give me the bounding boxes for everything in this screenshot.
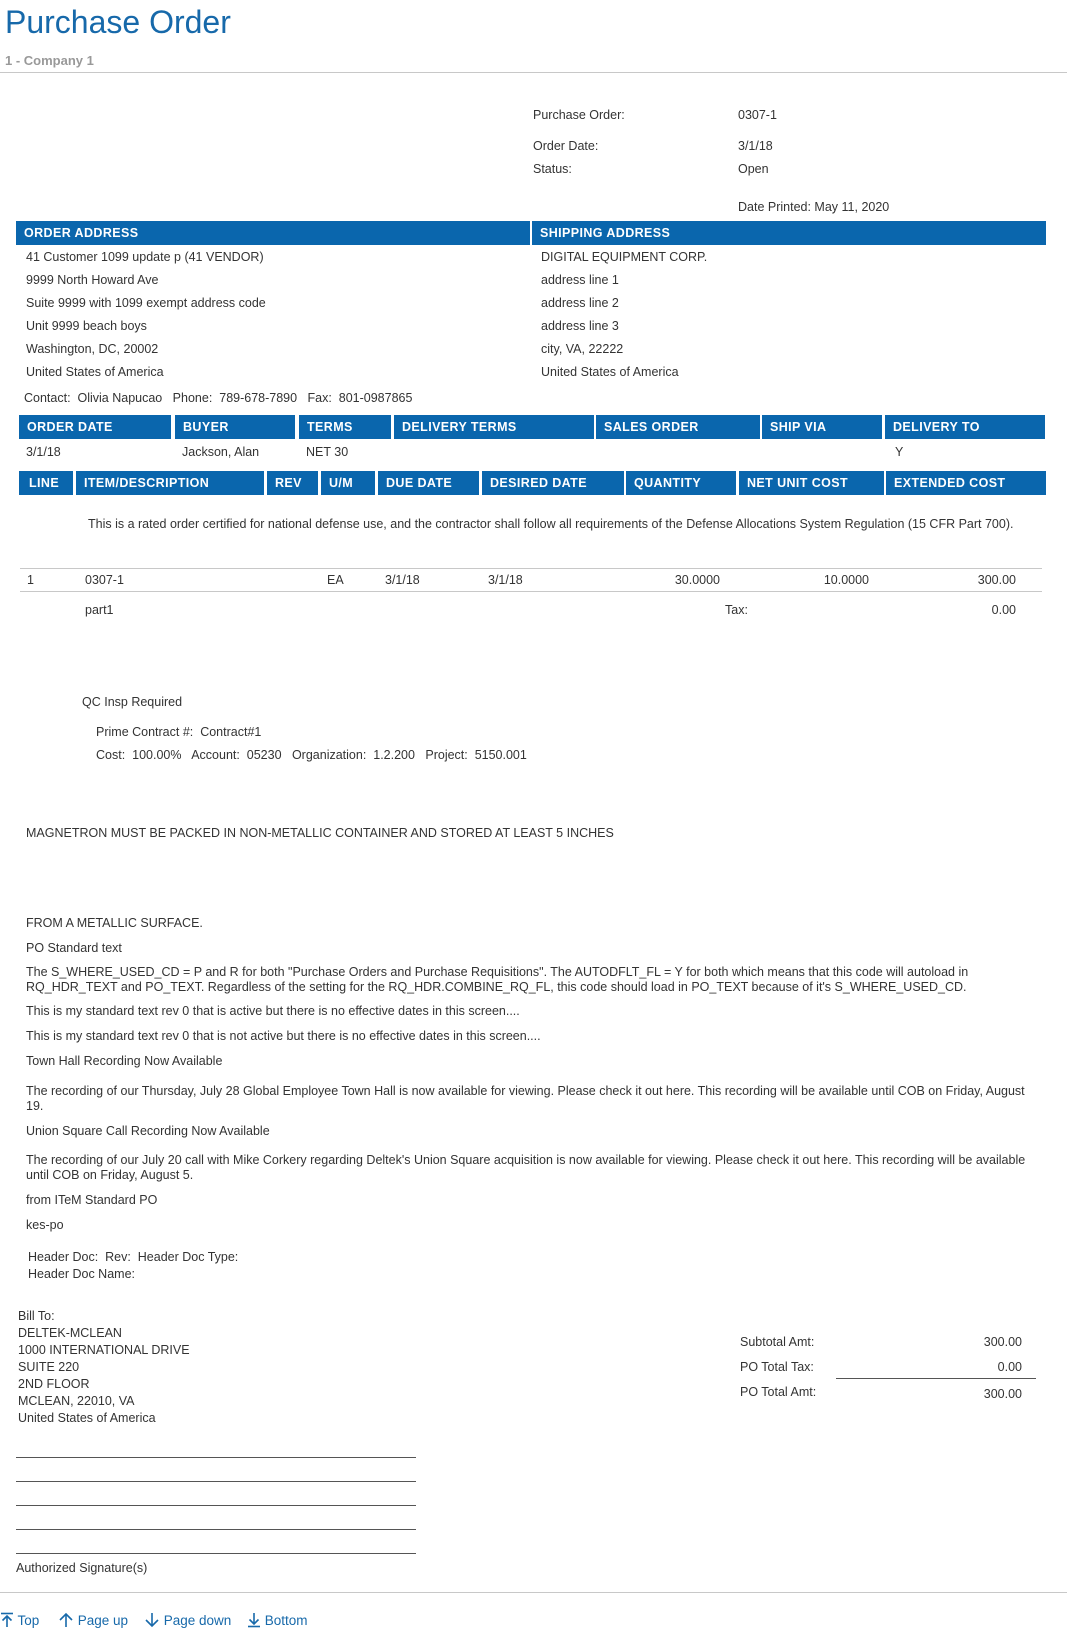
note-line: FROM A METALLIC SURFACE. (26, 916, 203, 930)
delivery-to-cell: Y (895, 445, 904, 459)
row-top-rule (20, 568, 1042, 569)
col-header-order-date: ORDER DATE (19, 415, 171, 439)
note-line: Union Square Call Recording Now Available (26, 1124, 270, 1138)
shipping-address-line: address line 2 (541, 296, 619, 310)
shipping-address-line: United States of America (541, 365, 679, 379)
bill-to-label: Bill To: (18, 1309, 55, 1323)
nav-page-up-link[interactable] (58, 1612, 128, 1628)
note-paragraph: The recording of our July 20 call with Mike Corkery regarding Deltek's Union Square acquisition is now available for viewing. Please check it out here. This recording will be available until COB on Friday, August 5. (26, 1153, 1026, 1182)
nav-page-down-label: Page down (163, 1613, 232, 1628)
nav-top-link[interactable] (0, 1612, 39, 1628)
po-total-amt-label: PO Total Amt: (740, 1385, 817, 1399)
quantity-cell: 30.0000 (674, 573, 720, 587)
po-total-tax-value: 0.00 (997, 1360, 1022, 1374)
nav-page-down-link[interactable] (144, 1612, 231, 1628)
col-header-quantity: QUANTITY (626, 471, 736, 495)
tax-value: 0.00 (991, 603, 1016, 617)
prime-contract: Prime Contract #: Contract#1 (96, 725, 262, 739)
contact-line: Contact: Olivia Napucao Phone: 789-678-7890 Fax: 801-0987865 (24, 391, 413, 405)
title-divider (0, 72, 1067, 73)
po-total-amt-value: 300.00 (983, 1387, 1022, 1401)
arrow-to-bottom-icon (247, 1613, 261, 1628)
order-address-line: 41 Customer 1099 update p (41 VENDOR) (26, 250, 264, 264)
header-doc-line: Header Doc: Rev: Header Doc Type: (28, 1250, 239, 1264)
signature-line (16, 1505, 416, 1506)
rated-order-note: This is a rated order certified for national defense use, and the contractor shall follow all requirements of the Defense Allocations System Regulation (15 CFR Part 700). (88, 517, 1014, 531)
arrow-up-icon (58, 1613, 74, 1628)
company-name: 1 - Company 1 (5, 53, 94, 68)
bill-to-line: 1000 INTERNATIONAL DRIVE (18, 1343, 190, 1357)
line-number-cell: 1 (27, 573, 34, 587)
nav-bottom-link[interactable] (247, 1612, 308, 1628)
note-line: This is my standard text rev 0 that is active but there is no effective dates in this screen.... (26, 1004, 520, 1018)
item-cell: 0307-1 (85, 573, 124, 587)
shipping-address-line: city, VA, 22222 (541, 342, 624, 356)
note-line: kes-po (26, 1218, 64, 1232)
shipping-address-line: address line 3 (541, 319, 619, 333)
order-date-label: Order Date: (533, 139, 599, 153)
note-paragraph: The recording of our Thursday, July 28 Global Employee Town Hall is now available for viewing. Please check it out here. This recording will be available until COB on Friday, August 19. (26, 1084, 1025, 1113)
item-description: part1 (85, 603, 114, 617)
due-date-cell: 3/1/18 (385, 573, 420, 587)
row-bottom-rule (20, 591, 1042, 592)
buyer-cell: Jackson, Alan (182, 445, 260, 459)
order-address-header: ORDER ADDRESS (16, 221, 530, 245)
tax-label: Tax: (725, 603, 748, 617)
date-printed: Date Printed: May 11, 2020 (738, 200, 890, 214)
col-header-net-unit-cost: NET UNIT COST (739, 471, 884, 495)
arrow-to-top-icon (0, 1613, 14, 1628)
order-date-value: 3/1/18 (738, 139, 773, 153)
nav-bottom-label: Bottom (264, 1613, 308, 1628)
desired-date-cell: 3/1/18 (488, 573, 523, 587)
col-header-ship-via: SHIP VIA (762, 415, 882, 439)
note-line: from ITeM Standard PO (26, 1193, 158, 1207)
signature-line (16, 1529, 416, 1530)
note-line: MAGNETRON MUST BE PACKED IN NON-METALLIC CONTAINER AND STORED AT LEAST 5 INCHES (26, 826, 614, 840)
shipping-address-line: DIGITAL EQUIPMENT CORP. (541, 250, 708, 264)
note-line: PO Standard text (26, 941, 122, 955)
col-header-rev: REV (267, 471, 318, 495)
qc-required: QC Insp Required (82, 695, 183, 709)
note-line: This is my standard text rev 0 that is not active but there is no effective dates in this screen.... (26, 1029, 541, 1043)
bill-to-line: MCLEAN, 22010, VA (18, 1394, 135, 1408)
um-cell: EA (327, 573, 344, 587)
extended-cost-cell: 300.00 (977, 573, 1016, 587)
bill-to-line: SUITE 220 (18, 1360, 80, 1374)
arrow-down-icon (144, 1613, 160, 1628)
status-label: Status: (533, 162, 572, 176)
nav-top-label: Top (17, 1613, 40, 1628)
col-header-delivery-to: DELIVERY TO (885, 415, 1045, 439)
terms-cell: NET 30 (306, 445, 349, 459)
signature-line (16, 1457, 416, 1458)
authorized-signature-label: Authorized Signature(s) (16, 1561, 148, 1575)
col-header-extended-cost: EXTENDED COST (886, 471, 1046, 495)
order-address-line: United States of America (26, 365, 164, 379)
bill-to-line: DELTEK-MCLEAN (18, 1326, 122, 1340)
page-title: Purchase Order (5, 4, 231, 40)
bill-to-line: 2ND FLOOR (18, 1377, 90, 1391)
subtotal-label: Subtotal Amt: (740, 1335, 815, 1349)
net-unit-cost-cell: 10.0000 (823, 573, 869, 587)
col-header-um: U/M (321, 471, 375, 495)
shipping-address-header: SHIPPING ADDRESS (532, 221, 1046, 245)
col-header-desired-date: DESIRED DATE (482, 471, 624, 495)
col-header-terms: TERMS (299, 415, 391, 439)
shipping-address-line: address line 1 (541, 273, 619, 287)
subtotal-value: 300.00 (983, 1335, 1022, 1349)
note-line: Town Hall Recording Now Available (26, 1054, 223, 1068)
order-address-line: Suite 9999 with 1099 exempt address code (26, 296, 266, 310)
footer-divider (0, 1592, 1067, 1593)
col-header-delivery-terms: DELIVERY TERMS (394, 415, 594, 439)
col-header-due-date: DUE DATE (378, 471, 479, 495)
order-date-cell: 3/1/18 (26, 445, 61, 459)
po-total-tax-label: PO Total Tax: (740, 1360, 814, 1374)
order-address-line: Washington, DC, 20002 (26, 342, 159, 356)
totals-divider (836, 1378, 1036, 1379)
bill-to-line: United States of America (18, 1411, 156, 1425)
note-paragraph: The S_WHERE_USED_CD = P and R for both "Purchase Orders and Purchase Requisitions". The AUTODFLT_FL = Y for both which means that this code will autoload in RQ_HDR_TEXT and PO_TEXT. Regardless of the setting for the RQ_HDR.COMBINE_RQ_FL, this code should load in PO_TEXT because of it's S_WHERE_USED_CD. (26, 965, 969, 994)
status-value: Open (738, 162, 769, 176)
signature-line (16, 1553, 416, 1554)
po-number-label: Purchase Order: (533, 108, 625, 122)
header-doc-name: Header Doc Name: (28, 1267, 135, 1281)
order-address-line: 9999 North Howard Ave (26, 273, 159, 287)
cost-accounting-line: Cost: 100.00% Account: 05230 Organization: 1.2.200 Project: 5150.001 (96, 748, 527, 762)
col-header-item: ITEM/DESCRIPTION (76, 471, 264, 495)
signature-line (16, 1481, 416, 1482)
po-number-value: 0307-1 (738, 108, 777, 122)
col-header-line: LINE (19, 471, 73, 495)
col-header-sales-order: SALES ORDER (596, 415, 760, 439)
nav-page-up-label: Page up (77, 1613, 129, 1628)
col-header-buyer: BUYER (175, 415, 295, 439)
order-address-line: Unit 9999 beach boys (26, 319, 147, 333)
